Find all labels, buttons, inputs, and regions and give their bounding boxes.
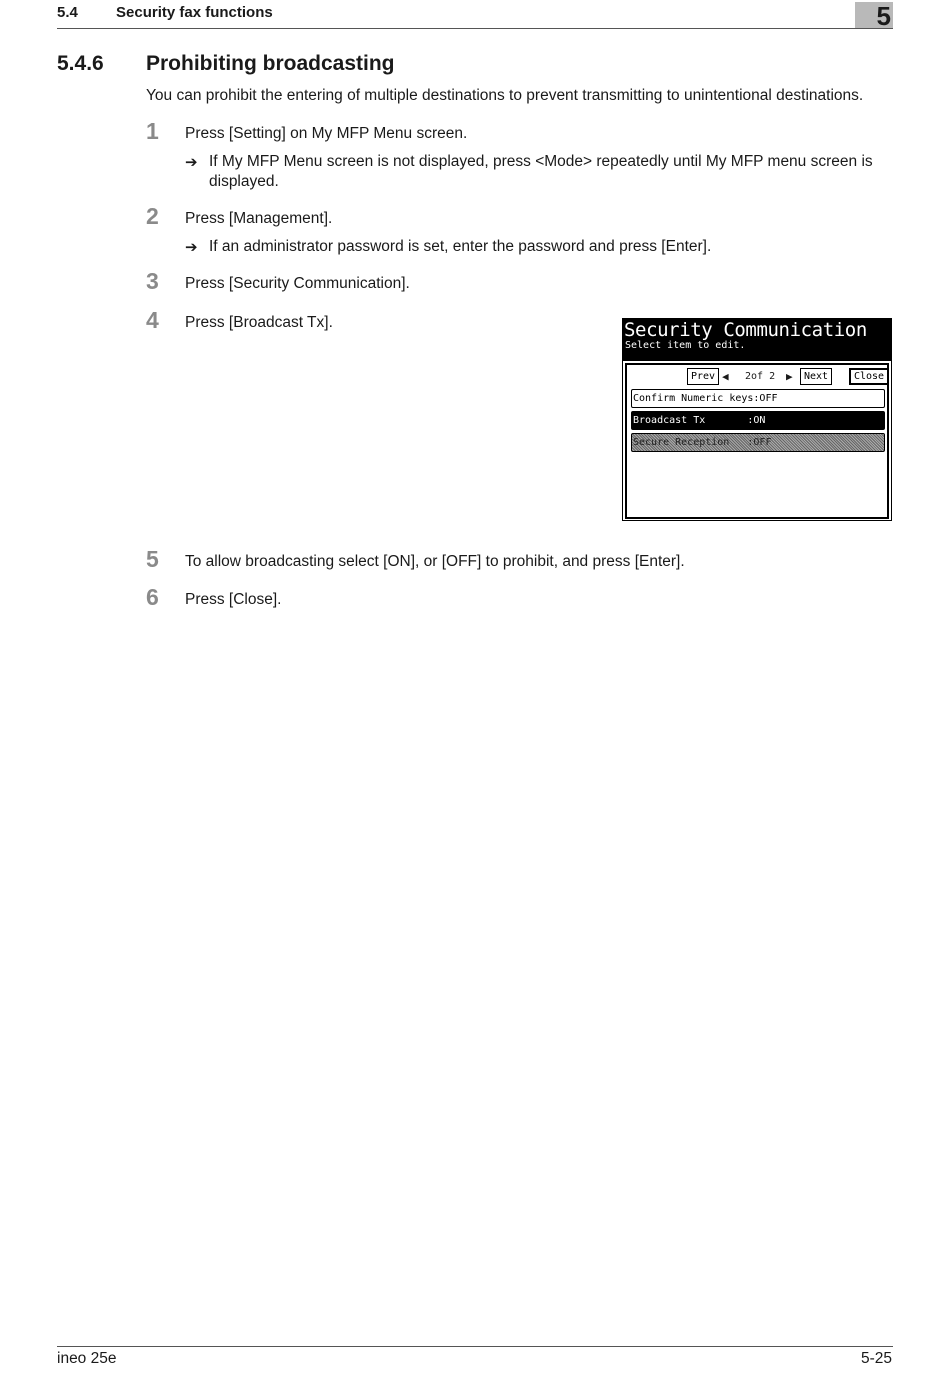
prev-arrow-icon[interactable]: ◀ [722,370,729,383]
footer-product-name: ineo 25e [57,1350,117,1367]
step-number: 5 [146,546,159,572]
step-number: 1 [146,118,159,144]
sub-step-arrow-icon: ➔ [185,239,198,256]
section-number: 5.4.6 [57,52,104,75]
step-text: Press [Close]. [185,591,282,608]
sub-step-text: If an administrator password is set, enter the password and press [Enter]. [209,238,712,255]
section-title: Prohibiting broadcasting [146,52,395,75]
sub-step-text: If My MFP Menu screen is not displayed, press <Mode> repeatedly until My MFP menu screen is displayed. [209,153,873,190]
lcd-subtitle: Select item to edit. [625,340,746,351]
next-arrow-icon[interactable]: ▶ [786,370,793,383]
lcd-list-panel [625,363,889,519]
page-indicator: 2of 2 [745,371,776,382]
step-text: Press [Management]. [185,210,333,227]
step-number: 4 [146,307,159,333]
header-section-number: 5.4 [57,4,78,21]
step-text: Press [Broadcast Tx]. [185,314,333,331]
sub-step-arrow-icon: ➔ [185,154,198,171]
close-button[interactable]: Close [849,368,889,385]
lcd-title: Security Communication [624,319,867,341]
setting-row-confirm-numeric-keys[interactable]: Confirm Numeric keys:OFF [631,389,885,408]
chapter-tab [855,1,893,31]
prev-button[interactable]: Prev [687,368,719,385]
step-number: 2 [146,203,159,229]
footer-divider [57,1346,893,1347]
header-section-title: Security fax functions [116,4,273,21]
setting-row-broadcast-tx[interactable]: Broadcast Tx :ON [631,411,885,430]
step-text: Press [Security Communication]. [185,275,410,292]
step-number: 6 [146,584,159,610]
step-text: To allow broadcasting select [ON], or [OFF] to prohibit, and press [Enter]. [185,553,685,570]
lcd-title-bar [623,319,891,361]
lcd-screen [622,318,892,521]
footer-page-number: 5-25 [860,1350,892,1367]
section-intro: You can prohibit the entering of multiple destinations to prevent transmitting to unintentional destinations. [146,87,864,104]
step-text: Press [Setting] on My MFP Menu screen. [185,125,468,142]
header-divider [57,28,893,29]
next-button[interactable]: Next [800,368,832,385]
chapter-number: 5 [876,1,891,31]
setting-row-secure-reception: Secure Reception :OFF [631,433,885,452]
step-number: 3 [146,268,159,294]
